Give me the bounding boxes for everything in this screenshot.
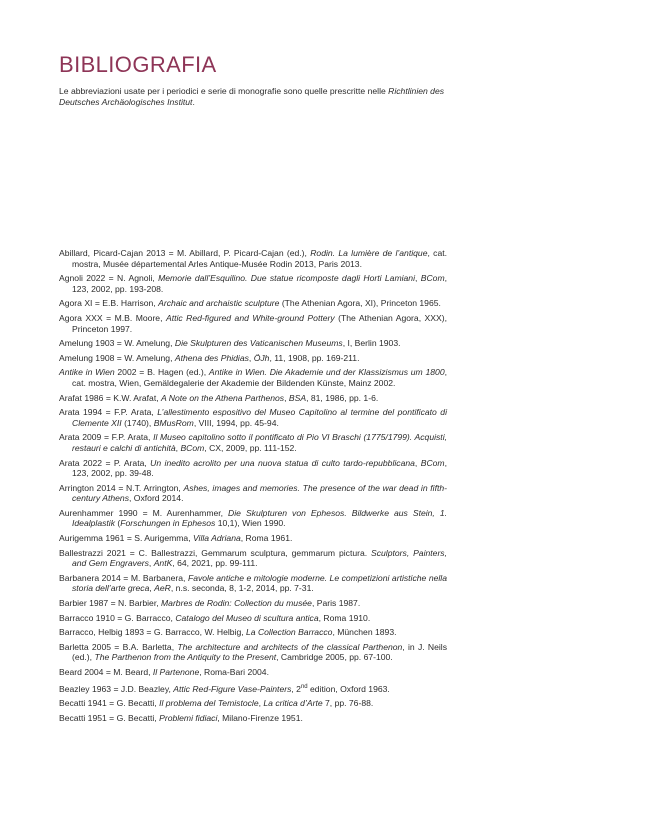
bibliography-entry	[59, 407, 447, 428]
entry-text-segment: Becatti 1941 = G. Becatti,	[59, 698, 160, 709]
entry-text-segment: , München 1893.	[332, 627, 397, 638]
page-title: BIBLIOGRAFIA	[59, 52, 217, 77]
entry-text-segment: Barracco 1910 = G. Barracco,	[59, 612, 176, 623]
bibliography-entry	[59, 432, 447, 453]
entry-title-segment: La critica d’Arte	[263, 698, 323, 709]
entry-text-segment: Arata 2009 = F.P. Arata,	[59, 432, 154, 443]
entry-text-segment: ,	[149, 583, 155, 594]
entry-title-segment: AntK	[153, 558, 173, 569]
entry-title-segment: Rodin. La lumière de l’antique	[310, 248, 428, 258]
entry-title-segment: BCom	[180, 442, 205, 453]
entry-text-segment: Beazley 1963 = J.D. Beazley,	[59, 683, 174, 694]
intro-period: .	[192, 97, 195, 107]
entry-title-segment: Il Partenone	[152, 667, 200, 677]
entry-title-segment: Archaic and archaistic sculpture	[158, 298, 280, 309]
bibliography-entry	[59, 698, 447, 709]
entry-title-segment: BSA	[288, 392, 307, 403]
entry-text-segment: Aurigemma 1961 = S. Aurigemma,	[59, 533, 193, 544]
entry-title-segment: Antike in Wien	[59, 367, 115, 378]
entry-title-segment: Die Skulpturen von Ephesos. Bildwerke aus Stein, 1. Idealplastik	[72, 507, 447, 529]
entry-text-segment: Agora XXX = M.B. Moore,	[59, 312, 166, 323]
entry-title-segment: Il problema del Temistocle	[159, 698, 259, 709]
entry-title-segment: Attic Red-Figure Vase-Painters	[173, 683, 292, 694]
entry-text-segment: , Roma 1961.	[240, 533, 293, 544]
bibliography-entry	[59, 642, 447, 663]
entry-title-segment: Athena des Phidias	[174, 352, 249, 363]
entry-text-segment: (The Athenian Agora, XI), Princeton 1965.	[279, 298, 441, 309]
entry-title-segment: A Note on the Athena Parthenos	[161, 392, 285, 403]
entry-title-segment: ÖJh	[253, 352, 270, 363]
entry-text-segment: (1740),	[121, 417, 154, 428]
entry-text-segment: Aurenhammer 1990 = M. Aurenhammer,	[59, 507, 229, 518]
entry-title-segment: Problemi fidiaci	[159, 712, 218, 723]
bibliography-entry	[59, 508, 447, 529]
bibliography-list	[59, 248, 447, 727]
bibliography-entry	[59, 338, 447, 349]
entry-title-segment: Favole antiche e mitologie moderne. Le competizioni artistiche nella storia dell’arte greca	[72, 572, 447, 594]
entry-text-segment: , in J. Neils (ed.),	[72, 641, 448, 663]
entry-text-segment: ,	[415, 273, 421, 284]
entry-text-segment: Barletta 2005 = B.A. Barletta,	[59, 641, 178, 652]
entry-text-segment: , Paris 1987.	[311, 598, 361, 609]
entry-text-segment: , VIII, 1994, pp. 45-94.	[193, 417, 279, 428]
entry-title-segment: The architecture and architects of the classical Parthenon	[177, 641, 403, 652]
entry-text-segment: Amelung 1903 = W. Amelung,	[59, 338, 175, 349]
entry-text-segment: , 123, 2002, pp. 193-208.	[72, 273, 448, 294]
entry-text-segment: , n.s. seconda, 8, 1-2, 2014, pp. 7-31.	[170, 583, 314, 594]
entry-title-segment: Memorie dall’Esquilino. Due statue ricomposte dagli Horti Lamiani	[158, 273, 415, 284]
entry-title-segment: Un inedito acrolito per una nuova statua di culto tardo-repubblicana	[150, 457, 415, 468]
entry-text-segment: 2002 = B. Hagen (ed.),	[114, 367, 209, 378]
bibliography-entry	[59, 533, 447, 544]
entry-text-segment: Arrington 2014 = N.T. Arrington,	[59, 482, 184, 493]
entry-superscript: nd	[300, 683, 308, 690]
entry-text-segment: 10,1), Wien 1990.	[215, 518, 286, 529]
entry-text-segment: Arata 1994 = F.P. Arata,	[59, 407, 158, 418]
bibliography-entry	[59, 313, 447, 334]
entry-text-segment: Barbanera 2014 = M. Barbanera,	[59, 572, 188, 583]
entry-text-segment: , 123, 2002, pp. 39-48.	[72, 457, 447, 479]
entry-text-segment: Arafat 1986 = K.W. Arafat,	[59, 392, 161, 403]
intro-guidelines-title: Richtlinien des Deutsches Archäologisches Institut	[59, 86, 445, 107]
entry-title-segment: Attic Red-figured and White-ground Pottery	[165, 312, 335, 323]
entry-text-segment: , Roma-Bari 2004.	[199, 667, 269, 677]
entry-text-segment: , Oxford 2014.	[129, 493, 184, 504]
entry-text-segment: Arata 2022 = P. Arata,	[59, 457, 151, 468]
entry-title-segment: AeR	[154, 583, 171, 594]
entry-title-segment: Forschungen in Ephesos	[120, 518, 216, 529]
entry-text-segment: Barracco, Helbig 1893 = G. Barracco, W. Helbig,	[59, 627, 246, 638]
entry-title-segment: Antike in Wien. Die Akademie und der Klassizismus um 1800	[208, 367, 445, 378]
entry-title-segment: Ashes, images and memories. The presence of the war dead in fifth-century Athens	[72, 482, 447, 504]
bibliography-entry	[59, 573, 447, 594]
entry-title-segment: Catalogo del Museo di scultura antica	[175, 612, 319, 623]
entry-title-segment: Sculptors, Painters, and Gem Engravers	[72, 547, 447, 569]
bibliography-entry	[59, 483, 447, 504]
bibliography-entry	[59, 548, 447, 569]
entry-text-segment: Becatti 1951 = G. Becatti,	[59, 712, 160, 723]
entry-text-segment: ,	[284, 392, 289, 403]
entry-text-segment: (	[115, 518, 121, 529]
bibliography-entry	[59, 627, 447, 638]
entry-title-segment: Villa Adriana	[192, 533, 241, 544]
bibliography-entry	[59, 598, 447, 609]
bibliography-entry	[59, 248, 447, 269]
entry-text-segment: Abillard, Picard-Cajan 2013 = M. Abillard, P. Picard-Cajan (ed.),	[59, 248, 311, 258]
entry-text-segment: , 64, 2021, pp. 99-111.	[172, 558, 258, 569]
entry-text-segment: ,	[148, 558, 154, 569]
entry-title-segment: The Parthenon from the Antiquity to the Present	[94, 652, 277, 663]
bibliography-entry	[59, 393, 447, 404]
entry-text-segment: ,	[414, 457, 421, 468]
entry-title-segment: La Collection Barracco	[246, 627, 333, 638]
entry-text-segment: Amelung 1908 = W. Amelung,	[59, 352, 175, 363]
entry-text-segment: Beard 2004 = M. Beard,	[59, 667, 153, 677]
entry-title-segment: Marbres de Rodin: Collection du musée	[161, 598, 312, 609]
bibliography-entry	[59, 613, 447, 624]
entry-title-segment: BCom	[420, 457, 445, 468]
entry-text-segment: 7, pp. 76-88.	[322, 698, 374, 709]
entry-title-segment: BCom	[420, 273, 445, 284]
entry-text-segment: Agnoli 2022 = N. Agnoli,	[59, 273, 159, 284]
entry-text-segment: (The Athenian Agora, XXX), Princeton 1997.	[72, 312, 448, 334]
entry-text-segment: , cat. mostra, Musée départemental Arles Antique-Musée Rodin 2013, Paris 2013.	[72, 248, 447, 269]
entry-text-segment: ,	[175, 442, 181, 453]
bibliography-entry	[59, 273, 447, 294]
bibliography-entry	[59, 713, 447, 724]
bibliography-entry	[59, 367, 447, 388]
entry-text-segment: Barbier 1987 = N. Barbier,	[59, 598, 161, 609]
entry-text-segment: Ballestrazzi 2021 = C. Ballestrazzi, Gemmarum sculptura, gemmarum pictura.	[59, 547, 371, 558]
bibliography-entry	[59, 298, 447, 309]
entry-title-segment: Il Museo capitolino sotto il pontificato di Pio VI Braschi (1775/1799). Acquisti, restauri e calchi di antichità	[72, 432, 447, 453]
bibliography-entry	[59, 353, 447, 364]
entry-text-segment: , cat. mostra, Wien, Gemäldegalerie der Akademie der Bildenden Künste, Mainz 2002.	[72, 367, 447, 388]
bibliography-entry	[59, 682, 447, 694]
entry-text-segment: edition, Oxford 1963.	[307, 683, 390, 694]
entry-text-segment: ,	[258, 698, 264, 709]
entry-text-segment: , I, Berlin 1903.	[342, 338, 401, 349]
entry-title-segment: L’allestimento espositivo del Museo Capitolino al termine del pontificato di Clemente XII	[72, 407, 447, 428]
entry-text-segment: , 81, 1986, pp. 1-6.	[306, 392, 379, 403]
entry-text-segment: , 2	[291, 683, 301, 694]
bibliography-entry	[59, 458, 447, 479]
entry-text-segment: , 11, 1908, pp. 169-211.	[269, 352, 360, 363]
entry-text-segment: ,	[248, 352, 254, 363]
intro-note	[59, 86, 447, 108]
entry-text-segment: , Milano-Firenze 1951.	[217, 712, 303, 723]
entry-title-segment: BMusRom	[153, 417, 194, 428]
entry-title-segment: Die Skulpturen des Vaticanischen Museums	[174, 338, 343, 349]
entry-text-segment: Agora XI = E.B. Harrison,	[59, 298, 159, 309]
bibliography-entry	[59, 667, 447, 678]
entry-text-segment: , Cambridge 2005, pp. 67-100.	[276, 652, 393, 663]
entry-text-segment: , CX, 2009, pp. 111-152.	[204, 442, 297, 453]
intro-text: Le abbreviazioni usate per i periodici e serie di monografie sono quelle prescritte nelle	[59, 86, 389, 96]
entry-text-segment: , Roma 1910.	[318, 612, 371, 623]
